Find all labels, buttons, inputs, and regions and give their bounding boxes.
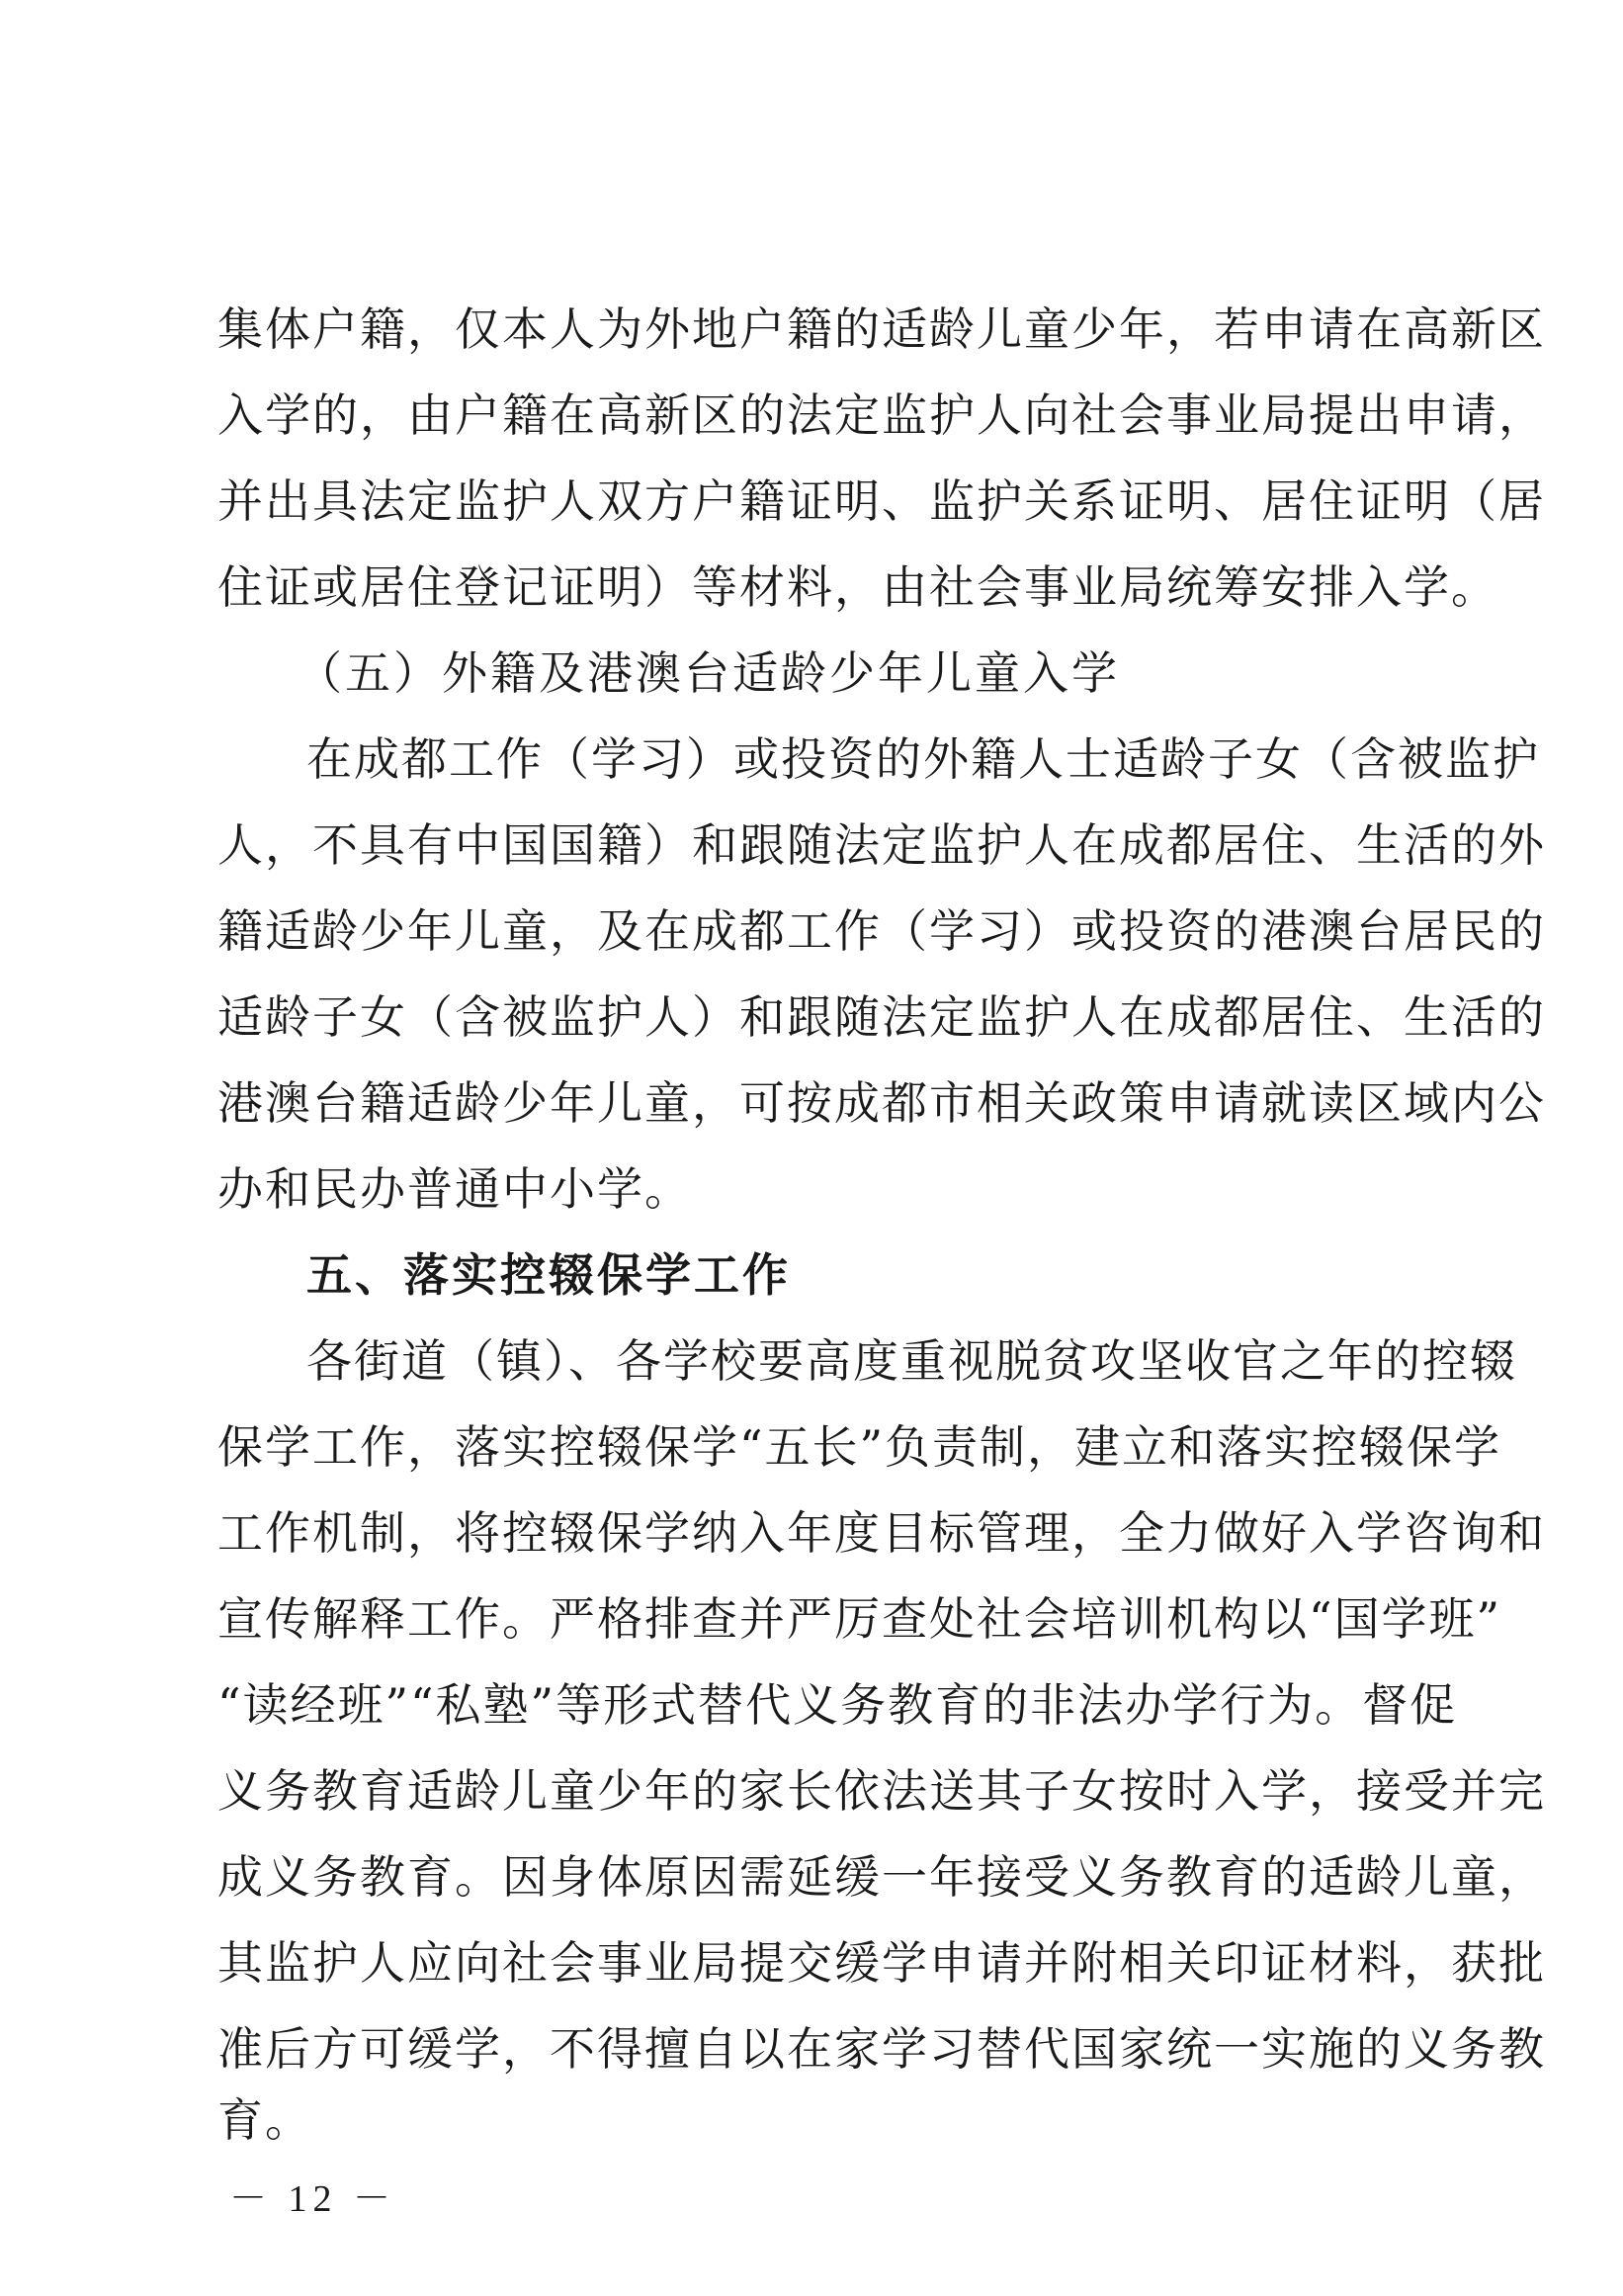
paragraph-2-line-1: 在成都工作（学习）或投资的外籍人士适龄子女（含被监护 (306, 732, 1540, 786)
paragraph-3-line-7: 成义务教育。因身体原因需延缓一年接受义务教育的适龄儿童， (217, 1850, 1546, 1904)
paragraph-2-line-6: 办和民办普通中小学。 (217, 1162, 692, 1216)
paragraph-3-line-1: 各街道（镇）、各学校要高度重视脱贫攻坚收官之年的控辍 (306, 1334, 1517, 1388)
paragraph-3-line-10: 育。 (217, 2093, 312, 2147)
paragraph-3-line-5: “读经班”“私塾”等形式替代义务教育的非法办学行为。督促 (217, 1678, 1458, 1732)
paragraph-2-line-3: 籍适龄少年儿童，及在成都工作（学习）或投资的港澳台居民的 (217, 904, 1546, 958)
subsection-heading: （五）外籍及港澳台适龄少年儿童入学 (297, 646, 1120, 700)
paragraph-3-line-9: 准后方可缓学，不得擅自以在家学习替代国家统一实施的义务教 (217, 2022, 1546, 2076)
paragraph-2-line-4: 适龄子女（含被监护人）和跟随法定监护人在成都居住、生活的 (217, 990, 1546, 1044)
paragraph-3-line-2: 保学工作，落实控辍保学“五长”负责制，建立和落实控辍保学 (217, 1420, 1502, 1474)
paragraph-2-line-5: 港澳台籍适龄少年儿童，可按成都市相关政策申请就读区域内公 (217, 1076, 1546, 1130)
section-heading: 五、落实控辍保学工作 (306, 1248, 791, 1302)
paragraph-1-line-2: 入学的，由户籍在高新区的法定监护人向社会事业局提出申请， (217, 388, 1546, 442)
paragraph-1-line-1: 集体户籍，仅本人为外地户籍的适龄儿童少年，若申请在高新区 (217, 302, 1546, 356)
paragraph-3-line-6: 义务教育适龄儿童少年的家长依法送其子女按时入学，接受并完 (217, 1764, 1546, 1818)
paragraph-3-line-4: 宣传解释工作。严格排查并严厉查处社会培训机构以“国学班” (217, 1592, 1502, 1646)
paragraph-1-line-3: 并出具法定监护人双方户籍证明、监护关系证明、居住证明（居 (217, 474, 1546, 528)
paragraph-1-line-4: 住证或居住登记证明）等材料，由社会事业局统筹安排入学。 (217, 560, 1498, 614)
page-number: － 12 － (229, 2178, 397, 2220)
paragraph-2-line-2: 人，不具有中国国籍）和跟随法定监护人在成都居住、生活的外 (217, 818, 1546, 872)
paragraph-3-line-3: 工作机制，将控辍保学纳入年度目标管理，全力做好入学咨询和 (217, 1506, 1546, 1560)
paragraph-3-line-8: 其监护人应向社会事业局提交缓学申请并附相关印证材料，获批 (217, 1936, 1546, 1990)
